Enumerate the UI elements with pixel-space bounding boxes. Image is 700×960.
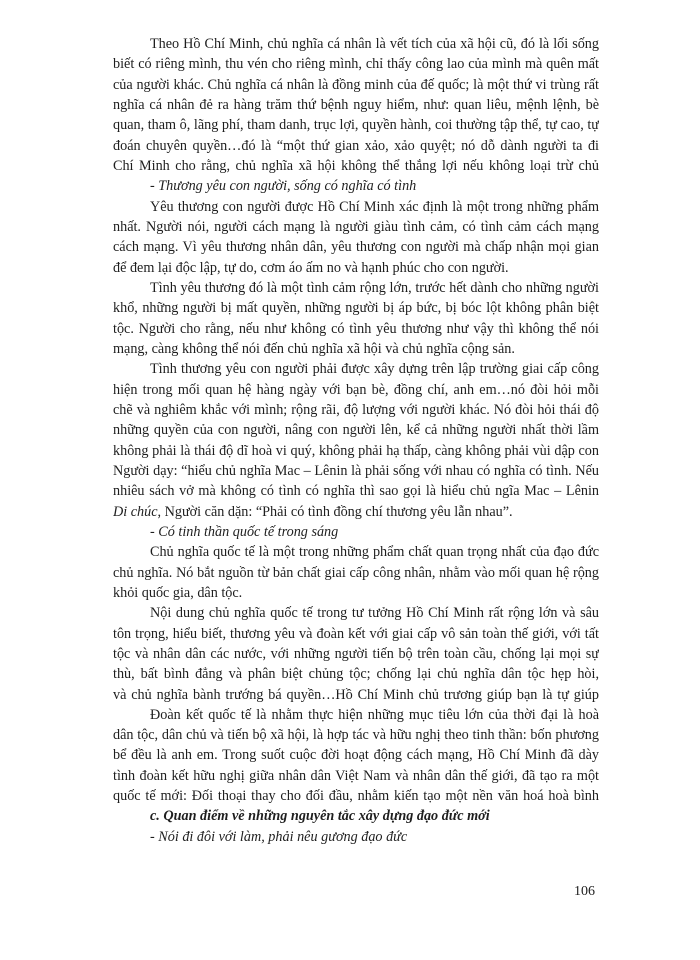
- text-line: chẽ và nghiêm khắc với mình; rộng rãi, độ lượng với người khác. Nó đòi hỏi thái độ: [113, 401, 599, 418]
- section-heading: c. Quan điểm về những nguyên tắc xây dựng đạo đức mới: [150, 808, 490, 825]
- italic-title: Di chúc: [113, 503, 158, 520]
- paragraph: [113, 603, 599, 705]
- text-span: , Người căn dặn: “Phải có tình đồng chí thương yêu lẫn nhau”.: [157, 503, 513, 520]
- text-line: tộc. Người cho rằng, nếu như không có tình yêu thương như vậy thì không thể nói: [113, 320, 599, 337]
- text-line: Tình yêu thương đó là một tình cảm rộng lớn, trước hết dành cho những người: [150, 279, 599, 296]
- text-line: Nội dung chủ nghĩa quốc tế trong tư tưởng Hồ Chí Minh rất rộng lớn và sâu: [150, 605, 599, 622]
- text-line: nghĩa cá nhân đẻ ra hàng trăm thứ bệnh nguy hiểm, như: quan liêu, mệnh lệnh, bè: [113, 96, 599, 113]
- text-line: quốc tế mới: Đối thoại thay cho đối đầu, nhằm kiến tạo một nền văn hoá hoà bình: [113, 788, 599, 805]
- text-line: Người dạy: “hiểu chủ nghĩa Mac – Lênin là phải sống với nhau có nghĩa có tình. Nếu: [113, 462, 599, 479]
- text-line: Đoàn kết quốc tế là nhằm thực hiện những mục tiêu lớn của thời đại là hoà: [150, 706, 599, 723]
- text-line: và chủ nghĩa bành trướng bá quyền…Hồ Chí Minh chủ trương giúp bạn là tự giúp: [113, 686, 599, 703]
- text-line: tôn trọng, hiểu biết, thương yêu và đoàn kết với giai cấp vô sản toàn thế giới, với tất: [113, 625, 599, 642]
- paragraph: [113, 278, 599, 359]
- text-line: cách mạng. Vì yêu thương nhân dân, yêu thương con người mà chấp nhận mọi gian: [113, 239, 599, 256]
- text-line: Theo Hồ Chí Minh, chủ nghĩa cá nhân là vết tích của xã hội cũ, đó là lối sống: [150, 36, 599, 52]
- text-line: Chí Minh cho rằng, chủ nghĩa xã hội không thể thắng lợi nếu không loại trừ chủ: [113, 157, 599, 174]
- paragraph: [113, 705, 599, 807]
- text-line: của người khác. Chủ nghĩa cá nhân là đồng minh của đế quốc; là một thứ vi trùng rất: [113, 76, 599, 93]
- text-line: khỏi quốc gia, dân tộc.: [113, 584, 243, 601]
- text-line: biết có riêng mình, thu vén cho riêng mình, chỉ thấy công lao của mình mà quên mất: [113, 56, 599, 73]
- subheading: - Thương yêu con người, sống có nghĩa có tình: [150, 178, 417, 195]
- text-line: mạng, càng không thể nói đến chủ nghĩa xã hội và chủ nghĩa cộng sản.: [113, 340, 515, 357]
- paragraph: [113, 197, 599, 278]
- text-line: những quyền của con người, nâng con người lên, kể cả những người nhất thời lầm: [113, 422, 599, 439]
- text-line: nhiêu sách vở mà không có tình có nghĩa thì sao gọi là hiểu chủ ngĩa Mac – Lênin: [113, 483, 599, 500]
- text-line: quan, tham ô, lãng phí, tham danh, trục lợi, quyền hành, coi thường tập thể, tự cao, tự: [113, 117, 599, 134]
- text-line: không phải là thái độ dĩ hoà vi quý, không phải hạ thấp, càng không phải vùi dập con: [113, 442, 599, 459]
- text-line: bể đều là anh em. Trong suốt cuộc đời hoạt động cách mạng, Hồ Chí Minh đã dày: [113, 747, 599, 764]
- subheading: - Có tinh thần quốc tế trong sáng: [150, 523, 339, 540]
- text-line: chủ nghĩa. Nó bắt nguồn từ bản chất giai cấp công nhân, nhằm vào mối quan hệ rộng: [113, 564, 599, 581]
- text-line: đoán chuyên quyền…đó là “một thứ gian xảo, xảo quyệt; nó dỗ dành người ta đi: [113, 137, 599, 154]
- text-line: dân tộc, dân chủ và tiến bộ xã hội, là hợp tác và hữu nghị theo tinh thần: bốn phương: [113, 727, 599, 744]
- text-line: hiện trong mối quan hệ hàng ngày với bạn bè, đồng chí, anh em…nó đòi hỏi mỗi: [113, 381, 599, 398]
- text-line: [113, 502, 599, 522]
- text-line: Tình thương yêu con người phải được xây dựng trên lập trường giai cấp công: [150, 361, 599, 378]
- text-line: nhất. Người nói, người cách mạng là người giàu tình cảm, có tình cảm cách mạng: [113, 218, 599, 235]
- text-line: Yêu thương con người được Hồ Chí Minh xác định là một trong những phẩm: [150, 198, 599, 215]
- text-line: để đem lại độc lập, tự do, cơm áo ấm no và hạnh phúc cho con người.: [113, 259, 509, 276]
- paragraph: [113, 542, 599, 603]
- text-line: khổ, những người bị mất quyền, những người bị áp bức, bị bóc lột không phân biệt: [113, 300, 599, 317]
- page-number: 106: [574, 884, 595, 899]
- paragraph: [113, 359, 599, 522]
- document-body: [113, 34, 599, 847]
- text-line: Chủ nghĩa quốc tế là một trong những phẩm chất quan trọng nhất của đạo đức: [150, 544, 599, 561]
- text-line: tình đoàn kết hữu nghị giữa nhân dân Việt Nam và nhân dân thế giới, đã tạo ra một: [113, 767, 599, 784]
- paragraph: [113, 34, 599, 176]
- text-line: thù, bất bình đẳng và phân biệt chủng tộc; chống lại chủ nghĩa dân tộc hẹp hòi,: [113, 666, 599, 683]
- text-line: tộc và nhân dân các nước, với những người tiến bộ trên toàn cầu, chống lại mọi sự: [113, 645, 599, 662]
- subheading: - Nói đi đôi với làm, phải nêu gương đạo đức: [150, 828, 408, 845]
